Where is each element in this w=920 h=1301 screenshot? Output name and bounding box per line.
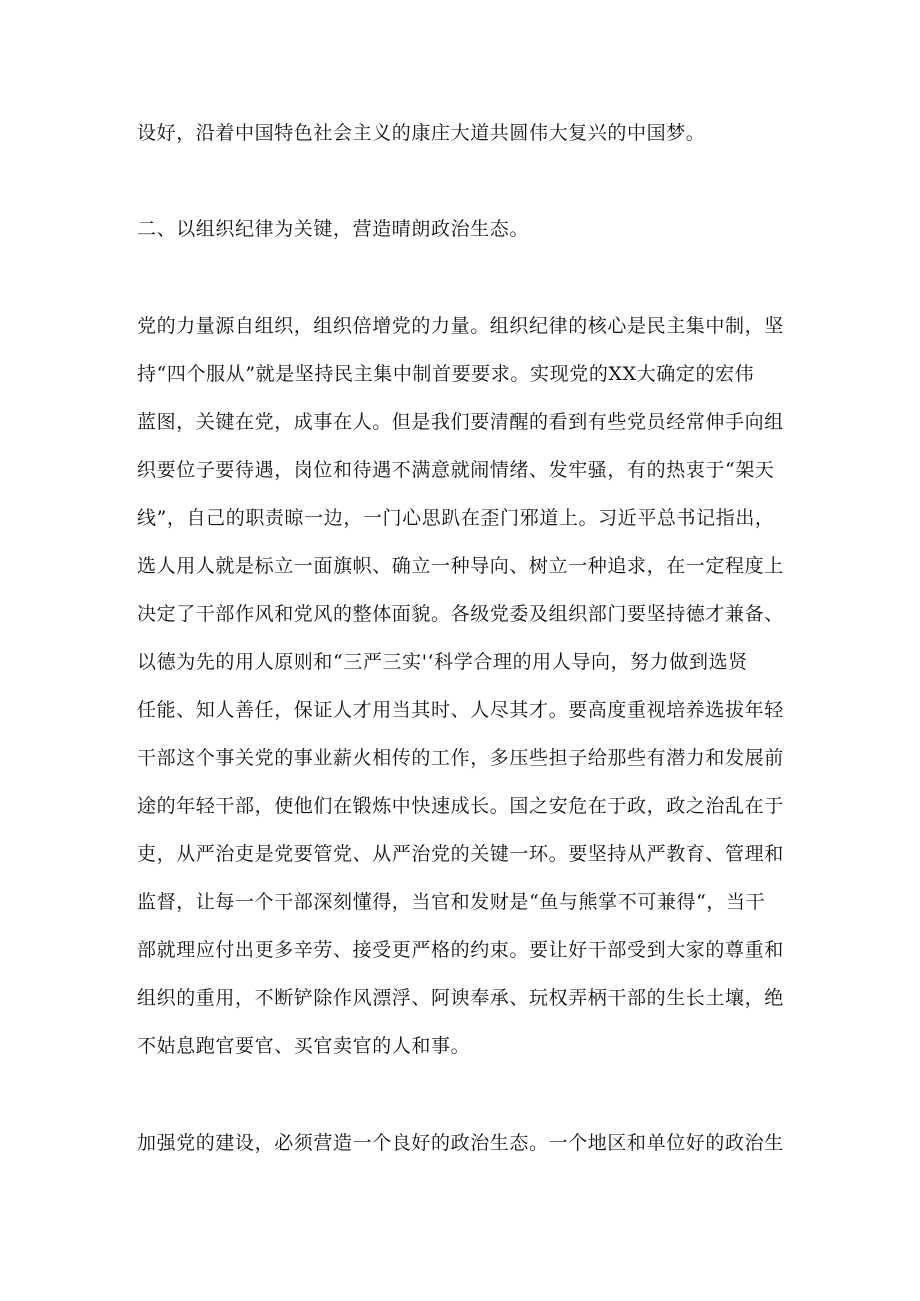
section-heading: 二、以组织纪律为关键，营造晴朗政治生态。 (137, 218, 530, 240)
paragraph-line: 监督，让每一个干部深刻懂得，当官和发财是“鱼与熊掌不可兼得“，当干 (137, 891, 766, 913)
paragraph-line: 干部这个事关党的事业薪火相传的工作，多压些担子给那些有潜力和发展前 (137, 747, 784, 769)
paragraph-line: 不姑息跑官要官、买官卖官的人和事。 (137, 1035, 471, 1057)
paragraph-line: 蓝图，关键在党，成事在人。但是我们要清醒的看到有些党员经常伸手向组 (137, 411, 784, 433)
paragraph-line: 吏，从严治吏是党要管党、从严治党的关键一环。要坚持从严教育、管理和 (137, 843, 784, 865)
paragraph-line: 织要位子要待遇，岗位和待遇不满意就闹情绪、发牢骚，有的热衷于“架天 (137, 459, 775, 481)
paragraph-line: 党的力量源自组织，组织倍增党的力量。组织纪律的核心是民主集中制，坚 (137, 315, 784, 337)
paragraph-line: 持“四个服从”就是坚持民主集中制首要要求。实现党的XX大确定的宏伟 (137, 363, 755, 385)
paragraph-line: 部就理应付出更多辛劳、接受更严格的约束。要让好干部受到大家的尊重和 (137, 939, 784, 961)
paragraph-line: 决定了干部作风和党风的整体面貌。各级党委及组织部门要坚持德才兼备、 (137, 603, 784, 625)
continuation-line: 设好，沿着中国特色社会主义的康庄大道共圆伟大复兴的中国梦。 (137, 122, 706, 144)
paragraph-line: 线”，自己的职责晾一边，一门心思趴在歪门邪道上。习近平总书记指出， (137, 507, 775, 529)
paragraph-line: 组织的重用，不断铲除作风漂浮、阿谀奉承、玩权弄柄干部的生长土壤，绝 (137, 987, 784, 1009)
paragraph-line: 任能、知人善任，保证人才用当其时、人尽其才。要高度重视培养选拔年轻 (137, 699, 784, 721)
paragraph-line: 选人用人就是标立一面旗帜、确立一种导向、树立一种追求，在一定程度上 (137, 555, 784, 577)
paragraph-line: 加强党的建设，必须营造一个良好的政治生态。一个地区和单位好的政治生 (137, 1132, 784, 1154)
paragraph-line: 途的年轻干部，使他们在锻炼中快速成长。国之安危在于政，政之治乱在于 (137, 795, 784, 817)
paragraph-line: 以德为先的用人原则和“三严三实'‘科学合理的用人导向，努力做到选贤 (137, 651, 748, 673)
